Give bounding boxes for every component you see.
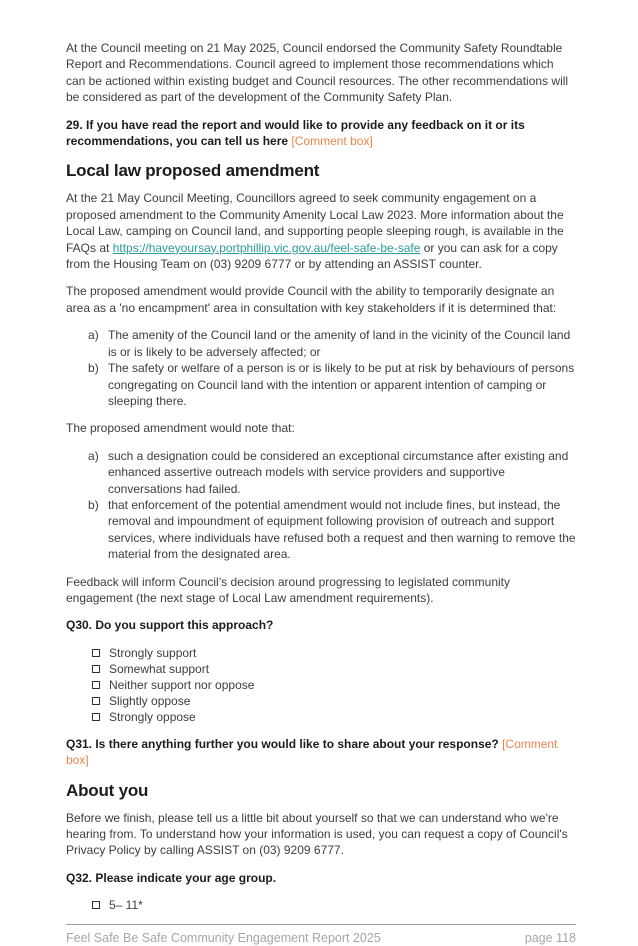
paragraph-amendment-note: The proposed amendment would note that: (66, 421, 295, 436)
question-32: Q32. Please indicate your age group. (66, 870, 277, 885)
option-label: 5– 11* (109, 898, 143, 913)
list-item-note-b: that enforcement of the potential amendment would not include fines, but instead, the removal and impoundment of equipment following provision of outreach and support services, where individuals have refused both a request and then warning to remove the material from the designated area. (108, 497, 576, 562)
option-label: Slightly oppose (109, 693, 191, 708)
paragraph-proposed-amendment: The proposed amendment would provide Council with the ability to temporarily designate an area as a 'no encampment' area in consultation with key stakeholders if it is determined that: (66, 284, 557, 315)
option-label: Somewhat support (109, 661, 210, 676)
page-footer (66, 924, 576, 946)
footer-report-title: Feel Safe Be Safe Community Engagement Report 2025 (66, 931, 381, 946)
checkbox-icon (92, 901, 100, 909)
footer-page-number: page 118 (524, 931, 576, 946)
option-label: Strongly oppose (109, 709, 196, 724)
checkbox-icon (92, 713, 100, 721)
question-29-text: 29. If you have read the report and would like to provide any feedback on it or its recommendations, you can tell us here (66, 117, 525, 149)
option-slightly-oppose (92, 693, 576, 709)
paragraph-feedback: Feedback will inform Council’s decision around progressing to legislated community engagement (the next stage of Local Law amendment requirements). (66, 574, 510, 605)
option-neither (92, 677, 576, 693)
page-content (66, 40, 576, 924)
paragraph-about-you: Before we finish, please tell us a little bit about yourself so that we can understand who we're hearing from. To understand how your information is used, you can request a copy of Council's Privacy Policy by calling ASSIST on (03) 9209 6777. (66, 810, 568, 858)
checkbox-icon (92, 681, 100, 689)
paragraph-text: At the 21 May Council Meeting, Councillors agreed to seek community engagement on a proposed amendment to the Community Amenity Local Law 2023. More information about the Local Law, camping on Council land, and supporting people sleeping rough, is available in the FAQs at (66, 191, 564, 255)
option-label: Strongly support (109, 645, 197, 660)
paragraph-council-meeting: At the Council meeting on 21 May 2025, Council endorsed the Community Safety Roundtable Report and Recommendations. Council agreed to implement those recommendations which can be actioned within existing budget and Council resources. The other recommendations will be considered as part of the development of the Community Safety Plan. (66, 41, 569, 105)
option-strongly-oppose (92, 709, 576, 725)
question-30: Q30. Do you support this approach? (66, 618, 274, 633)
paragraph-text: or you can ask for a copy from the Housing Team on (03) 9209 6777 or by attending an ASSIST counter. (66, 240, 558, 272)
paragraph-amendment-intro (66, 190, 576, 272)
question-31-text: Q31. Is there anything further you would like to share about your response? (66, 736, 499, 751)
option-strongly-support (92, 645, 576, 661)
comment-box-placeholder: [Comment box] (291, 134, 373, 149)
option-age-5-11 (92, 897, 576, 913)
section-heading-about-you: About you (66, 780, 149, 800)
section-heading-local-law: Local law proposed amendment (66, 161, 320, 181)
amendment-criteria-list (66, 327, 576, 409)
checkbox-icon (92, 697, 100, 705)
q30-options (66, 645, 576, 725)
question-31 (66, 736, 576, 769)
option-somewhat-support (92, 661, 576, 677)
option-label: Neither support nor oppose (109, 677, 255, 692)
checkbox-icon (92, 649, 100, 657)
question-29 (66, 117, 576, 150)
list-item-note-a: such a designation could be considered an exceptional circumstance after existing and enhanced assertive outreach models with service providers and supportive conversations had failed. (108, 448, 569, 496)
comment-box-placeholder: [Comment box] (66, 736, 558, 768)
q32-options (66, 897, 576, 913)
amendment-notes-list (66, 448, 576, 563)
faq-link[interactable]: https://haveyoursay.portphillip.vic.gov.au/feel-safe-be-safe (112, 240, 421, 255)
list-item-criteria-a: The amenity of the Council land or the amenity of land in the vicinity of the Council land is or is likely to be adversely affected; or (108, 328, 571, 359)
list-item-criteria-b: The safety or welfare of a person is or is likely to be put at risk by behaviours of persons congregating on Council land with the intention or apparent intention of camping or sleeping there. (108, 361, 575, 408)
checkbox-icon (92, 665, 100, 673)
